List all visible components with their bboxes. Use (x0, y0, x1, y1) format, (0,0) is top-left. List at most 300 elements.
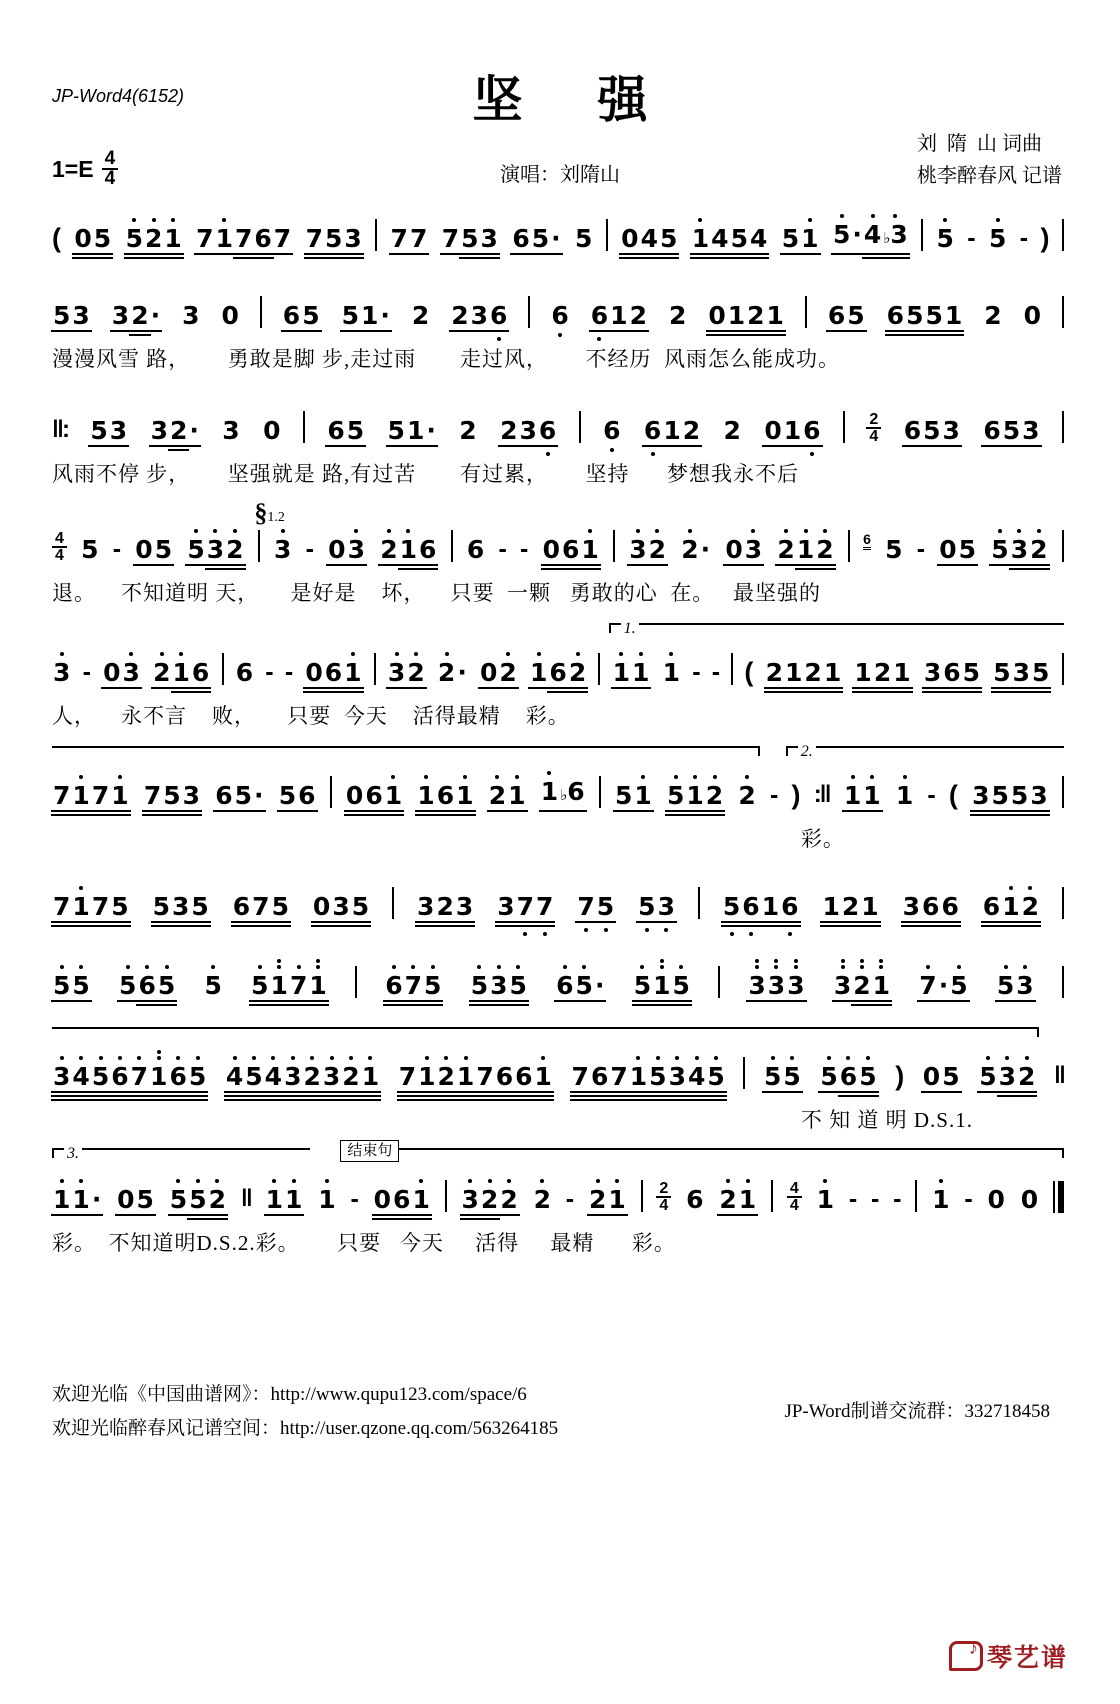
note: 2 (718, 1186, 737, 1213)
note: 5 (509, 972, 528, 999)
note: 6 (839, 1063, 858, 1090)
note: 2 (406, 659, 425, 686)
note: 5 (423, 972, 442, 999)
note-group (722, 893, 800, 920)
barline-icon (921, 219, 923, 251)
note-group (186, 536, 244, 563)
note: 6 (942, 659, 961, 686)
note-group (843, 782, 882, 809)
barline-icon (445, 1180, 447, 1212)
note: 5 (52, 972, 71, 999)
note: 0 (345, 782, 364, 809)
note: 5 (991, 782, 1010, 809)
barline-icon (613, 530, 615, 562)
note: 5 (470, 972, 489, 999)
note: 5 (575, 224, 593, 253)
dash-note: - (305, 535, 314, 563)
note: 1 (580, 536, 599, 563)
note: 5 (1031, 659, 1050, 686)
volta-label: 3. (64, 1146, 82, 1162)
note: 5 (250, 972, 269, 999)
note: 5 (996, 972, 1015, 999)
note: · (938, 971, 949, 1000)
note-group (633, 972, 691, 999)
note: 4 (710, 225, 729, 252)
ending-phrase-label: 结束句 (340, 1140, 399, 1162)
note: 4 (71, 1063, 90, 1090)
note: 1 (727, 302, 746, 329)
note: 5 (782, 1063, 801, 1090)
note: 1 (610, 301, 628, 330)
note: 3 (1010, 536, 1029, 563)
dash-note: - (1019, 224, 1029, 252)
note: 5 (832, 221, 851, 252)
note-group (169, 1186, 227, 1213)
note-group (152, 659, 210, 686)
note: 2 (533, 1186, 552, 1213)
note: 6 (298, 781, 316, 810)
note: 3 (519, 416, 537, 445)
note: 2 (765, 659, 784, 686)
note: 6 (235, 658, 254, 687)
time-signature-change: 4 4 (787, 1181, 802, 1213)
note: 1 (110, 782, 129, 809)
note: 5 (763, 1063, 782, 1090)
dash-note: - (927, 781, 936, 809)
note-group (853, 659, 911, 686)
note-group (479, 659, 518, 686)
note: 5 (387, 416, 405, 445)
note: 1 (270, 972, 289, 999)
note: 1 (215, 225, 234, 252)
note: · (189, 416, 199, 445)
note: 4 (687, 1063, 706, 1090)
note: 1 (417, 1063, 436, 1090)
note: 5 (93, 225, 112, 252)
note: 6 (590, 302, 609, 329)
barline-icon (1062, 411, 1064, 443)
note: 4 (640, 225, 659, 252)
note-group (614, 782, 653, 809)
note: 1 (652, 972, 671, 999)
barline-icon (1062, 530, 1064, 562)
note: ♭6 (559, 778, 585, 809)
note: 1 (411, 1186, 430, 1213)
note: 5 (781, 224, 800, 253)
note: 1 (816, 1186, 835, 1213)
note: 0 (103, 658, 121, 687)
note: 4 (863, 221, 882, 252)
note: 1 (71, 1186, 90, 1213)
note: 6 (982, 893, 1001, 920)
note-group (450, 302, 508, 329)
note: 3 (182, 301, 200, 330)
note: 5 (637, 893, 656, 920)
note: 6 (590, 1063, 609, 1090)
note: 6 (921, 893, 940, 920)
note: 5 (53, 301, 71, 330)
note-group (317, 1186, 336, 1213)
note-group (441, 225, 499, 252)
note-group (411, 302, 430, 329)
note-group (918, 972, 968, 999)
transcriber: 桃李醉春风 记谱 (917, 165, 1062, 187)
note: 5 (633, 972, 652, 999)
note-group (542, 536, 600, 563)
dash-note: - (848, 1185, 858, 1213)
note-group (602, 417, 621, 444)
note-group (345, 782, 403, 809)
note: 0 (725, 535, 743, 564)
note: 5 (648, 1063, 667, 1090)
note: 7 (52, 782, 71, 809)
barline-icon (698, 887, 700, 919)
note: 2 (488, 782, 507, 809)
note: 3 (489, 972, 508, 999)
barline-icon (641, 1180, 643, 1212)
note: 2 (152, 659, 171, 686)
note-group (987, 1186, 1006, 1213)
note-group (691, 225, 769, 252)
note-group (416, 893, 474, 920)
note-group (461, 1186, 519, 1213)
note: 3 (72, 301, 90, 330)
music-system-5 (52, 619, 1064, 742)
note: 2 (1029, 536, 1048, 563)
barline-icon (355, 966, 357, 998)
notes-row (52, 966, 1064, 999)
note-group (737, 782, 756, 809)
note: 5 (730, 225, 749, 252)
note-group (220, 302, 239, 329)
singer-label: 演唱：刘隋山 (500, 164, 620, 186)
note: 1 (892, 659, 911, 686)
note-group (982, 417, 1040, 444)
note: 0 (939, 535, 957, 564)
note-group (747, 972, 805, 999)
note-group (150, 417, 200, 444)
note: 1 (534, 1063, 553, 1090)
note-group (1020, 1186, 1039, 1213)
note: 5 (90, 416, 108, 445)
note: 5 (978, 1063, 997, 1090)
note: 5 (136, 1185, 154, 1214)
note-group (1023, 302, 1042, 329)
note-group (52, 972, 91, 999)
note: 2 (737, 782, 756, 809)
repeat-barline-icon: ‖ (1054, 1062, 1064, 1089)
note: 5 (118, 972, 137, 999)
barline-icon (743, 1057, 745, 1089)
music-system-10 (52, 1144, 1064, 1269)
note: 4 (225, 1063, 244, 1090)
note-group (52, 302, 91, 329)
barline-icon (598, 653, 600, 685)
phrase-paren: ( (744, 657, 754, 687)
note: 6 (940, 893, 959, 920)
barline-icon (1062, 296, 1064, 328)
note: 1 (360, 301, 379, 330)
note: 5 (706, 1063, 725, 1090)
note-group (214, 782, 264, 809)
note-group (235, 659, 254, 686)
music-system-2 (52, 270, 1064, 385)
note: 2 (169, 417, 188, 444)
note-group (923, 659, 981, 686)
note: 6 (512, 224, 530, 253)
note: 0 (987, 1185, 1005, 1214)
dash-note: - (565, 1185, 575, 1213)
note: 5 (190, 893, 209, 920)
lyrics-row: 人， 永不言 败， 只要 今天 活得最精 彩。 (52, 704, 570, 728)
note: · (851, 221, 863, 252)
barline-icon (451, 530, 453, 562)
note: 1 (52, 1186, 71, 1213)
footer-link-qupu: 欢迎光临《中国曲谱网》：http://www.qupu123.com/space/6 (52, 1384, 527, 1405)
note: 3 (833, 972, 852, 999)
note-group (781, 225, 820, 252)
note: 2 (500, 416, 518, 445)
barline-icon (1062, 653, 1064, 685)
note: 5 (302, 301, 320, 330)
note: 1 (691, 225, 710, 252)
repeat-barline-icon: :‖ (813, 781, 830, 808)
note: 2 (498, 659, 517, 686)
note: 2 (144, 225, 163, 252)
note: 2 (437, 659, 456, 686)
note: 1 (455, 782, 474, 809)
note: 7 (91, 782, 110, 809)
dash-note: - (498, 535, 507, 563)
note-group (470, 972, 528, 999)
note-group (282, 302, 321, 329)
note: 3 (283, 1063, 302, 1090)
note-group (533, 1186, 552, 1213)
score-systems (52, 205, 1064, 1269)
note-group (390, 225, 429, 252)
barline-icon (599, 776, 601, 808)
note: 3 (171, 893, 190, 920)
notes-row (52, 219, 1064, 252)
note: 1 (784, 659, 803, 686)
note: 6 (548, 659, 567, 686)
note: 1 (796, 536, 815, 563)
note: 1 (406, 416, 425, 445)
note: 5 (575, 972, 594, 999)
note-group (723, 417, 742, 444)
note: 2 (130, 302, 149, 329)
note: 7 (609, 1063, 628, 1090)
note: 3 (496, 893, 515, 920)
note-group (612, 659, 651, 686)
music-system-6 (52, 742, 1064, 865)
volta-bracket (52, 1027, 1039, 1037)
note: 0 (1023, 301, 1042, 330)
note: 6 (602, 417, 621, 444)
note: 0 (263, 416, 281, 445)
note: 2 (803, 659, 822, 686)
notes-row (52, 411, 1064, 444)
note-group (590, 302, 648, 329)
note: 2 (705, 782, 724, 809)
footer-link-qzone: 欢迎光临醉春风记谱空间：http://user.qzone.qq.com/563264185 (52, 1418, 559, 1439)
note: 1 (529, 659, 548, 686)
note: 1 (343, 659, 362, 686)
volta-bracket (609, 620, 1064, 637)
dash-note: - (964, 1185, 973, 1213)
note: 3 (206, 536, 225, 563)
note: 1 (895, 782, 914, 809)
note: 5 (614, 781, 633, 810)
note: 2 (984, 301, 1002, 330)
note: 3 (1022, 416, 1040, 445)
note-group (262, 417, 281, 444)
note: 1 (843, 782, 862, 809)
lyrics-row: 风雨不停 步， 坚强就是 路,有过苦 有过累， 坚持 梦想我永不后 (52, 462, 799, 486)
note-group (273, 536, 292, 563)
note: · (426, 416, 436, 445)
barline-icon (848, 530, 850, 562)
note: 3 (747, 972, 766, 999)
note: 5 (460, 225, 479, 252)
note: 5 (110, 893, 129, 920)
barline-icon (303, 411, 305, 443)
dash-note: - (870, 1185, 880, 1213)
note: 3 (150, 416, 168, 445)
time-signature-change: 4 4 (52, 531, 67, 563)
note: · (254, 781, 264, 810)
key-label: 1=E (52, 155, 94, 182)
note-group (776, 536, 834, 563)
barline-icon (260, 296, 262, 328)
dash-note: - (711, 658, 721, 686)
note: 1 (1001, 893, 1020, 920)
notes-row (52, 530, 1064, 563)
note: 6 (550, 302, 569, 329)
note: 3 (744, 536, 763, 563)
phrase-paren: ) (1040, 223, 1050, 253)
note-group (326, 417, 365, 444)
note: 7 (273, 224, 292, 253)
note-group (118, 972, 176, 999)
note-group (496, 893, 554, 920)
note-group (195, 225, 292, 252)
note: 3 (109, 416, 128, 445)
phrase-paren: ( (52, 223, 61, 253)
note-group (204, 972, 223, 999)
barline-icon (1062, 966, 1064, 998)
note-group (416, 782, 474, 809)
note: 1 (931, 1186, 950, 1213)
note: 4 (749, 225, 768, 252)
note: 0 (117, 1185, 135, 1214)
note: 5 (271, 893, 290, 920)
note: 5 (169, 1186, 188, 1213)
note: 7 (130, 1063, 149, 1090)
note: 3 (52, 1063, 71, 1090)
note: 5 (188, 1063, 207, 1090)
lyrics-row: 不 知 道 明 D.S.1. (800, 1108, 973, 1132)
note: 3 (111, 301, 130, 330)
note: 5 (949, 972, 968, 999)
note: 2 (746, 302, 765, 329)
note: 7 (143, 782, 162, 809)
note: 3 (657, 893, 676, 920)
note: 3 (480, 225, 499, 252)
dash-note: - (520, 535, 529, 563)
note: 7 (409, 224, 428, 253)
note: 5 (596, 893, 615, 920)
note: 1 (416, 782, 435, 809)
note-group (52, 659, 71, 686)
dash-note: - (967, 224, 976, 252)
note-group (763, 417, 821, 444)
barline-icon (1062, 219, 1064, 251)
note-group (52, 893, 130, 920)
note: 7 (535, 893, 554, 920)
note: 3 (668, 1063, 687, 1090)
note: 6 (392, 1186, 411, 1213)
note: 5 (962, 659, 981, 686)
note: 5 (858, 1063, 877, 1090)
note-group (662, 659, 681, 686)
note: 3 (347, 536, 366, 563)
note-group (765, 659, 843, 686)
note: 0 (312, 893, 331, 920)
note-group (971, 782, 1049, 809)
note-group (990, 536, 1048, 563)
dash-note: - (112, 535, 122, 563)
note-group (305, 225, 363, 252)
note: 1 (862, 782, 881, 809)
note: 0 (542, 536, 561, 563)
note: 2 (682, 416, 701, 445)
notes-row (52, 1057, 1064, 1090)
note: 5 (125, 225, 144, 252)
note-group (666, 782, 724, 809)
note: 1 (163, 225, 182, 252)
volta-bracket (786, 743, 1064, 760)
note-group (52, 1063, 207, 1090)
time-signature: 4 4 (102, 150, 119, 188)
note: 6 (215, 781, 233, 810)
note-group (89, 417, 128, 444)
notes-row (52, 887, 1064, 920)
note: 1 (853, 659, 872, 686)
note-group (384, 972, 442, 999)
note-group (437, 659, 468, 686)
dash-note: - (893, 1185, 902, 1213)
note: 1 (456, 1063, 475, 1090)
notes-row (52, 776, 1064, 809)
note: 1 (821, 893, 840, 920)
note: 6 (489, 302, 508, 329)
note: 2 (1017, 1063, 1036, 1090)
note: 5 (819, 1063, 838, 1090)
note: · (457, 658, 467, 687)
note-group (152, 893, 210, 920)
note: 0 (373, 1186, 392, 1213)
dash-note: - (265, 658, 274, 686)
note: 1 (308, 972, 327, 999)
note-group (304, 659, 362, 686)
note: 3 (343, 225, 362, 252)
note: 7 (398, 1063, 417, 1090)
note: 6 (780, 893, 799, 920)
note: 7 (441, 224, 460, 253)
note: 5 (885, 535, 903, 564)
note: 2 (723, 416, 741, 445)
